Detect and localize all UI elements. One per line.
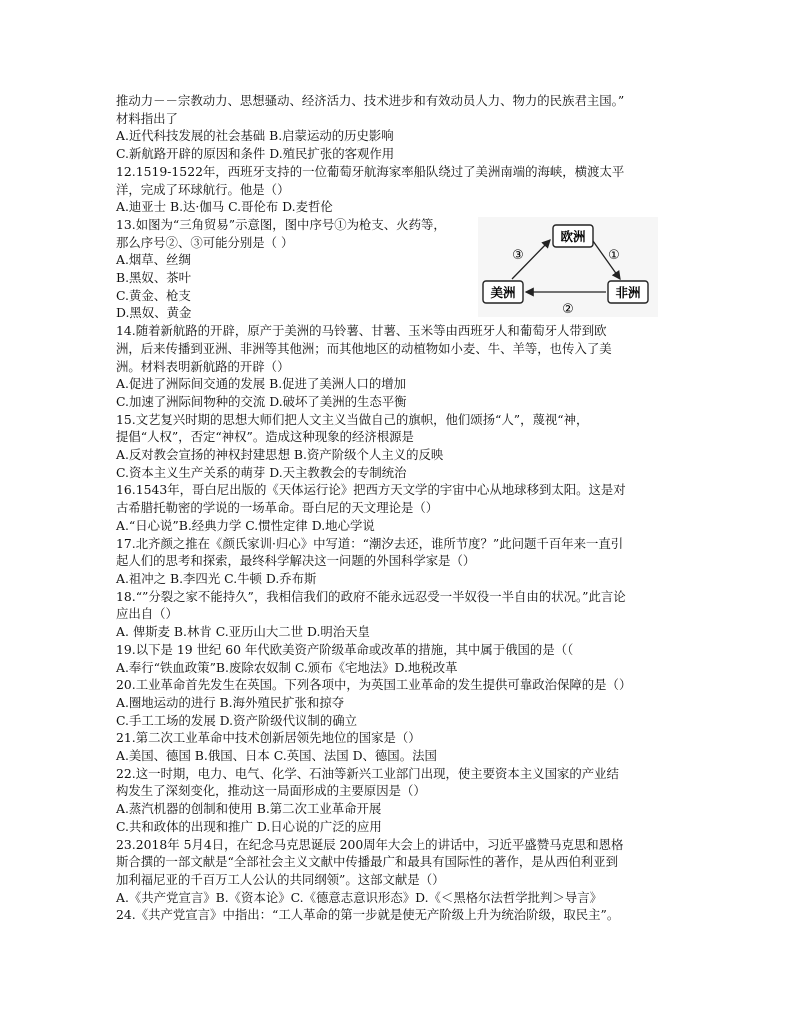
text-line: 材料指出了 <box>116 110 178 126</box>
text-line: 推动力－－宗教动力、思想骚动、经济活力、技术进步和有效动员人力、物力的民族君主国。” <box>116 93 625 108</box>
text-line: D.黑奴、黄金 <box>116 305 192 321</box>
text-line: 那么序号②、③可能分别是（ ） <box>116 234 294 250</box>
text-line: A.《共产党宣言》B.《资本论》C.《德意志意识形态》D.《＜黑格尔法哲学批判＞导言》 <box>116 889 603 905</box>
text-line: A.美国、德国 B.俄国、日本 C.英国、法国 D、德国。法国 <box>116 748 437 764</box>
text-line: A.促进了洲际间交通的发展 B.促进了美洲人口的增加 <box>116 376 407 392</box>
document-page <box>116 92 676 924</box>
question-block-top <box>116 92 676 216</box>
text-line: 24.《共产党宣言》中指出：“工人革命的第一步就是使无产阶级上升为统治阶级，取民主”。 <box>116 907 620 923</box>
text-line: C.新航路开辟的原因和条件 D.殖民扩张的客观作用 <box>116 146 395 162</box>
text-line: 20.工业革命首先发生在英国。下列各项中，为英国工业革命的发生提供可靠政治保障的是（） <box>116 677 632 693</box>
text-line: 应出自（） <box>116 606 178 622</box>
text-line: 23.2018年 5月4日，在纪念马克思诞辰 200周年大会上的讲话中，习近平盛赞马克思和恩格 <box>116 836 624 852</box>
node-america <box>483 281 523 303</box>
number-3: ③ <box>512 247 524 263</box>
text-line: 17.北齐颜之推在《颜氏家训·归心》中写道：“潮汐去还，谁所节度？”此问题千百年来一直引 <box>116 535 624 551</box>
text-line: 起人们的思考和探索，最终科学解决这一问题的外国科学家是（） <box>116 553 476 569</box>
text-line: 16.1543年，哥白尼出版的《天体运行论》把西方天文学的宇宙中心从地球移到太阳。这是对 <box>116 482 626 498</box>
text-line: C.黄金、枪支 <box>116 287 191 303</box>
text-line: 洋，完成了环球航行。他是（） <box>116 181 290 197</box>
text-line: C.资本主义生产关系的萌芽 D.天主教教会的专制统治 <box>116 464 407 480</box>
text-line: 15.文艺复兴时期的思想大师们把人文主义当做自己的旗帜，他们颂扬“人”，蔑视“神， <box>116 411 589 427</box>
text-line: 12.1519-1522年，西班牙支持的一位葡萄牙航海家率船队绕过了美洲南端的海峡，横渡太平 <box>116 163 625 179</box>
text-line: A.迪亚士 B.达·伽马 C.哥伦布 D.麦哲伦 <box>116 199 333 215</box>
text-line: 提倡“人权”，否定“神权”。造成这种现象的经济根源是 <box>116 429 414 445</box>
text-line: A.蒸汽机器的创制和使用 B.第二次工业革命开展 <box>116 801 382 817</box>
text-line: 19.以下是 19 世纪 60 年代欧美资产阶级革命或改革的措施，其中属于俄国的是（（ <box>116 641 574 657</box>
text-line: A.祖冲之 B.李四光 C.牛顿 D.乔布斯 <box>116 570 317 586</box>
text-line: C.加速了洲际间物种的交流 D.破坏了美洲的生态平衡 <box>116 393 407 409</box>
text-line: B.黑奴、茶叶 <box>116 270 191 286</box>
triangle-trade-diagram <box>478 217 658 317</box>
text-line: 古希腊托勒密的学说的一场革命。哥白尼的天文理论是（） <box>116 500 439 516</box>
node-africa <box>608 281 648 303</box>
text-line: A.反对教会宣扬的神权封建思想 B.资产阶级个人主义的反映 <box>116 447 444 463</box>
number-2: ② <box>562 301 574 317</box>
question-block-bottom <box>116 322 676 924</box>
text-line: 13.如图为“三角贸易”示意图，图中序号①为枪支、火药等， <box>116 216 446 232</box>
text-line: 加利福尼亚的千百万工人公认的共同纲领”。这部文献是（） <box>116 871 445 887</box>
number-1: ① <box>608 247 620 263</box>
text-line: A.“日心说”B.经典力学 C.惯性定律 D.地心学说 <box>116 517 375 533</box>
text-line: 构发生了深刻变化，推动这一局面形成的主要原因是（） <box>116 783 426 799</box>
text-line: A. 俾斯麦 B.林肯 C.亚历山大二世 D.明治天皇 <box>116 624 370 640</box>
label-europe: 欧洲 <box>560 228 586 244</box>
text-line: 14.随着新航路的开辟，原产于美洲的马铃薯、甘薯、玉米等由西班牙人和葡萄牙人带到欧 <box>116 323 607 339</box>
node-europe <box>553 225 593 247</box>
label-america: 美洲 <box>490 284 516 300</box>
text-line: A.圈地运动的进行 B.海外殖民扩张和掠夺 <box>116 694 345 710</box>
text-line: 斯合撰的一部文献是“全部社会主义文献中传播最广和最具有国际性的著作，是从西伯利亚到 <box>116 854 618 870</box>
text-line: A.烟草、丝绸 <box>116 252 191 268</box>
text-line: A.奉行“铁血政策”B.废除农奴制 C.颁布《宅地法》D.地税改革 <box>116 659 458 675</box>
text-line: C.手工工场的发展 D.资产阶级代议制的确立 <box>116 712 357 728</box>
text-line: 18.“”分裂之家不能持久”，我相信我们的政府不能永远忍受一半奴役一半自由的状况。”此言论 <box>116 588 626 604</box>
label-africa: 非洲 <box>615 284 641 300</box>
text-line: A.近代科技发展的社会基础 B.启蒙运动的历史影响 <box>116 128 394 144</box>
text-line: 22.这一时期，电力、电气、化学、石油等新兴工业部门出现，使主要资本主义国家的产业结 <box>116 765 619 781</box>
text-line: C.共和政体的出现和推广 D.日心说的广泛的应用 <box>116 818 382 834</box>
text-line: 洲。材料表明新航路的开辟（） <box>116 358 290 374</box>
text-line: 洲，后来传播到亚洲、非洲等其他洲；而其他地区的动植物如小麦、牛、羊等，也传入了美 <box>116 340 612 356</box>
text-line: 21.第二次工业革命中技术创新居领先地位的国家是（） <box>116 730 421 746</box>
question-13 <box>116 216 676 322</box>
